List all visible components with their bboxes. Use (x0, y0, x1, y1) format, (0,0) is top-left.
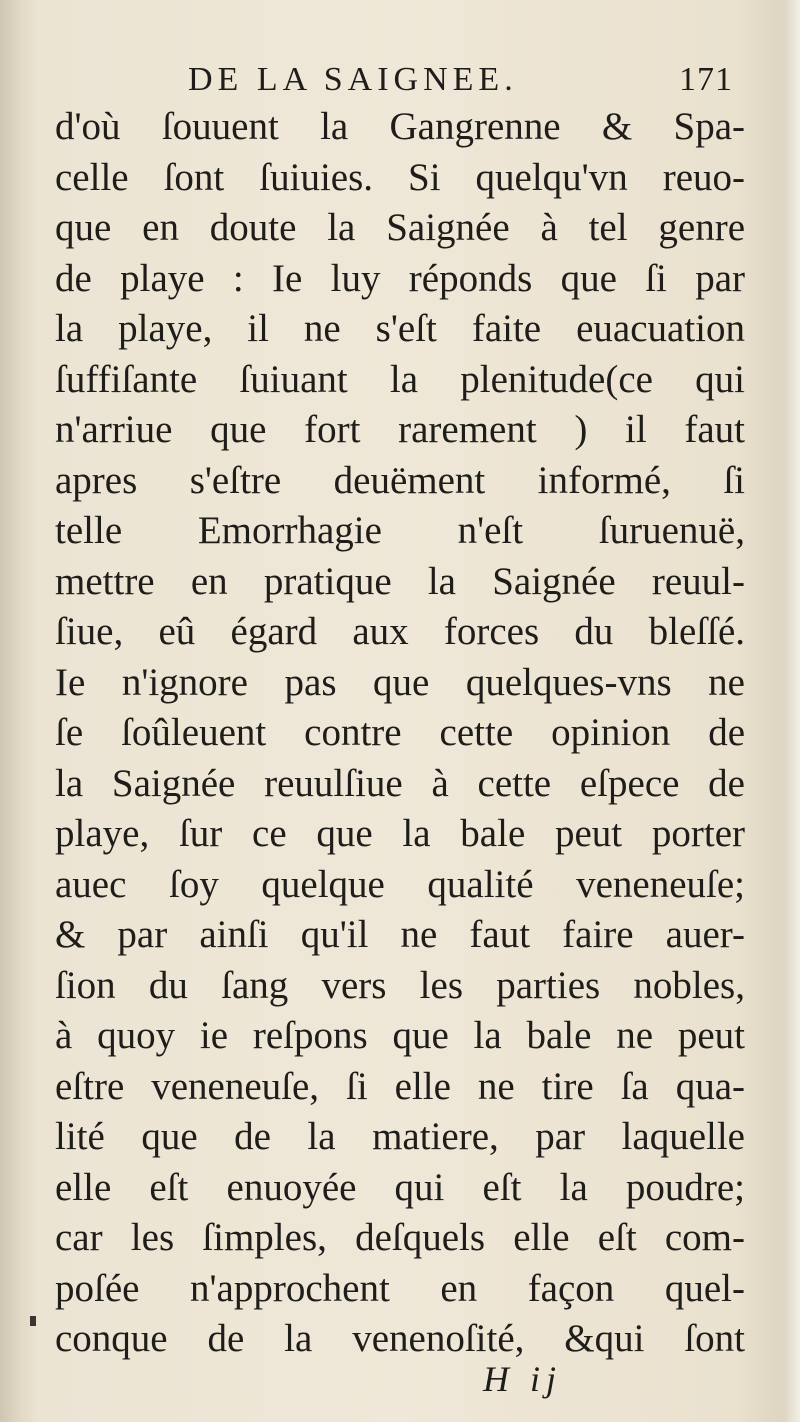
text-line: car les ſimples, deſquels elle eſt com- (55, 1216, 745, 1259)
text-line: eſtre veneneuſe, ſi elle ne tire ſa qua- (55, 1064, 745, 1108)
text-line: que en doute la Saignée à tel genre (55, 206, 745, 249)
running-head-title: DE LA SAIGNEE. (188, 61, 518, 98)
text-line: ſion du ſang vers les parties nobles, (55, 963, 745, 1007)
text-line: apres s'eſtre deuëment informé, ſi (55, 458, 745, 502)
text-line: telle Emorrhagie n'eſt ſuruenuë, (55, 509, 745, 552)
text-line: la Saignée reuulſiue à cette eſpece de (55, 761, 745, 805)
running-head (188, 58, 733, 102)
text-line: à quoy ie reſpons que la bale ne peut (55, 1014, 745, 1057)
page-edge-left (0, 0, 38, 1422)
text-line: auec ſoy quelque qualité veneneuſe; (55, 862, 745, 906)
text-line: elle eſt enuoyée qui eſt la poudre; (55, 1165, 745, 1209)
text-line: ſuffiſante ſuiuant la plenitude(ce qui (55, 357, 745, 401)
text-line: poſée n'approchent en façon quel- (55, 1266, 745, 1310)
text-line: la playe, il ne s'eſt faite euacuation (55, 307, 745, 350)
page-number: 171 (679, 61, 733, 98)
body-text (55, 102, 745, 1365)
text-line: Ie n'ignore pas que quelques-vns ne (55, 660, 745, 704)
text-line: celle ſont ſuiuies. Si quelqu'vn reuo- (55, 155, 745, 199)
text-line: playe, ſur ce que la bale peut porter (55, 812, 745, 855)
text-line: & par ainſi qu'il ne faut faire auer- (55, 913, 745, 956)
text-line: lité que de la matiere, par laquelle (55, 1115, 745, 1158)
text-line: d'où ſouuent la Gangrenne & Spa- (55, 105, 745, 148)
margin-mark (30, 1316, 36, 1326)
text-line: n'arriue que fort rarement ) il faut (55, 408, 745, 451)
text-line: conque de la venenoſité, &qui ſont (55, 1317, 745, 1360)
text-line: ſiue, eû égard aux forces du bleſſé. (55, 610, 745, 653)
text-line: ſe ſoûleuent contre cette opinion de (55, 711, 745, 754)
signature-mark: H ij (483, 1359, 563, 1399)
page-edge-right (772, 0, 800, 1422)
text-line: de playe : Ie luy réponds que ſi par (55, 256, 745, 300)
text-line: mettre en pratique la Saignée reuul- (55, 559, 745, 603)
